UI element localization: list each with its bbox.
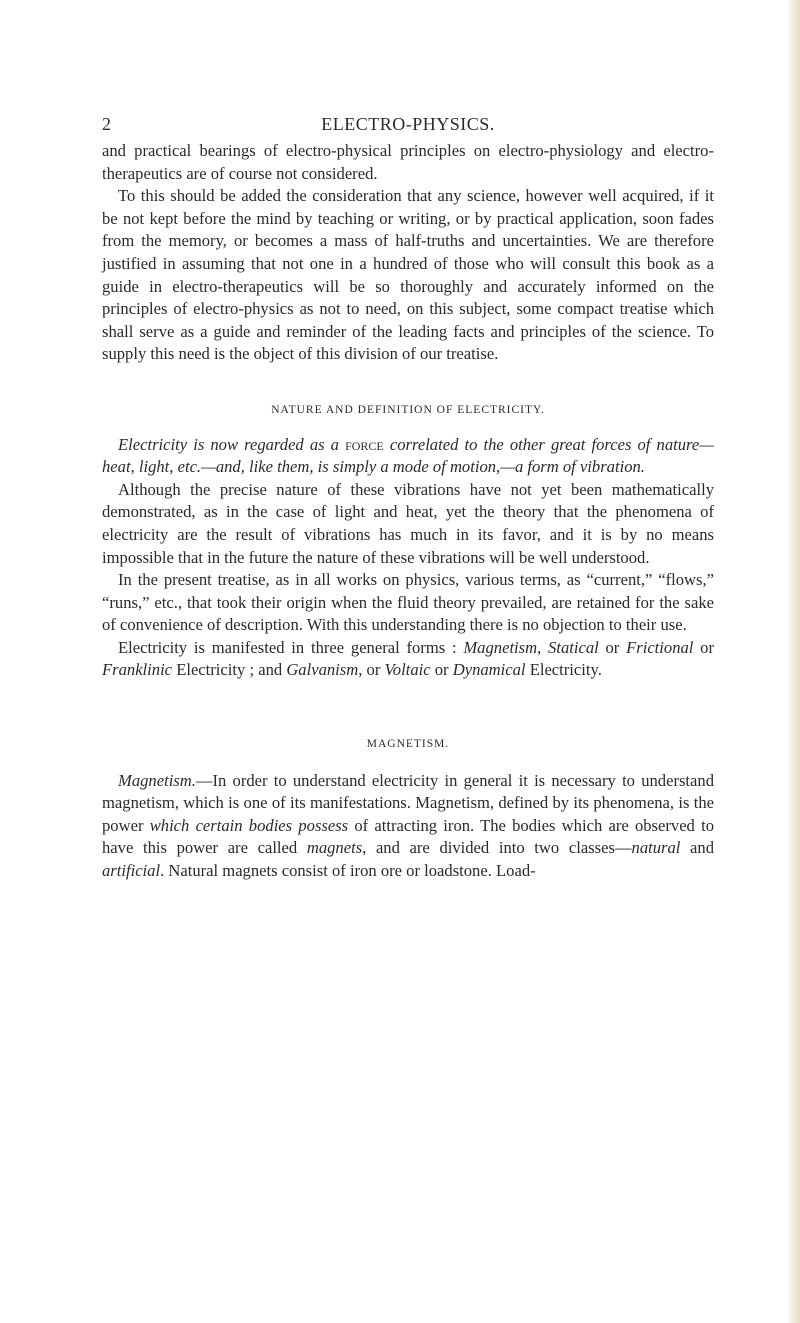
section-heading-nature: NATURE AND DEFINITION OF ELECTRICITY. [271, 403, 545, 416]
continued-paragraph: and practical bearings of electro-physical principles on electro-physiology and electro-therapeutics are of course not considered. [102, 141, 714, 183]
running-header [102, 114, 714, 140]
paragraph-terms: In the present treatise, as in all works on physics, various terms, as “current,” “flows,” “runs,” etc., that took their origin when the fluid theory prevailed, are retained for the sake of convenience of description. With this understanding there is no objection to their use. [102, 570, 714, 635]
running-title: ELECTRO-PHYSICS. [321, 114, 495, 134]
section-heading-magnetism: MAGNETISM. [366, 738, 450, 751]
paragraph-vibrations: Although the precise nature of these vibrations have not yet been mathematically demonstrated, as in the case of light and heat, yet the theory that the phenomena of electricity are the result of vibrations has much in its favor, and it is by no means impossible that in the future the nature of these vibrations will be well understood. [102, 479, 714, 567]
page-number: 2 [102, 114, 112, 134]
page-edge [786, 0, 800, 1323]
paragraph-magnetism: Magnetism.—In order to understand electricity in general it is necessary to understand magnetism, which is one of its manifestations. Magnetism, defined by its phenomena, is the power which certain bodies possess of attracting iron. The bodies which are observed to have this power are called magnets, and are divided into two classes—natural and artificial. Natural magnets consist of iron ore or loadstone. Load- [102, 770, 714, 881]
definition-paragraph: Electricity is now regarded as a force correlated to the other great forces of nature—heat, light, etc.—and, like them, is simply a mode of motion,—a form of vibration. [102, 434, 714, 477]
paragraph-science-memory: To this should be added the consideration that any science, however well acquired, if it be not kept before the mind by teaching or writing, or by practical application, soon fades from the memory, or becomes a mass of half-truths and uncertainties. We are therefore justified in assuming that not one in a hundred of those who will consult this book as a guide in electro-therapeutics will be so thoroughly and accurately informed on the principles of electro-physics as not to need, on this subject, some compact treatise which shall serve as a guide and reminder of the leading facts and principles of the science. To supply this need is the object of this division of our treatise. [102, 186, 714, 364]
paragraph-forms: Electricity is manifested in three general forms : Magnetism, Statical or Frictional or Franklinic Electricity ; and Galvanism, or Voltaic or Dynamical Electricity. [102, 637, 714, 680]
page-body [102, 140, 714, 883]
